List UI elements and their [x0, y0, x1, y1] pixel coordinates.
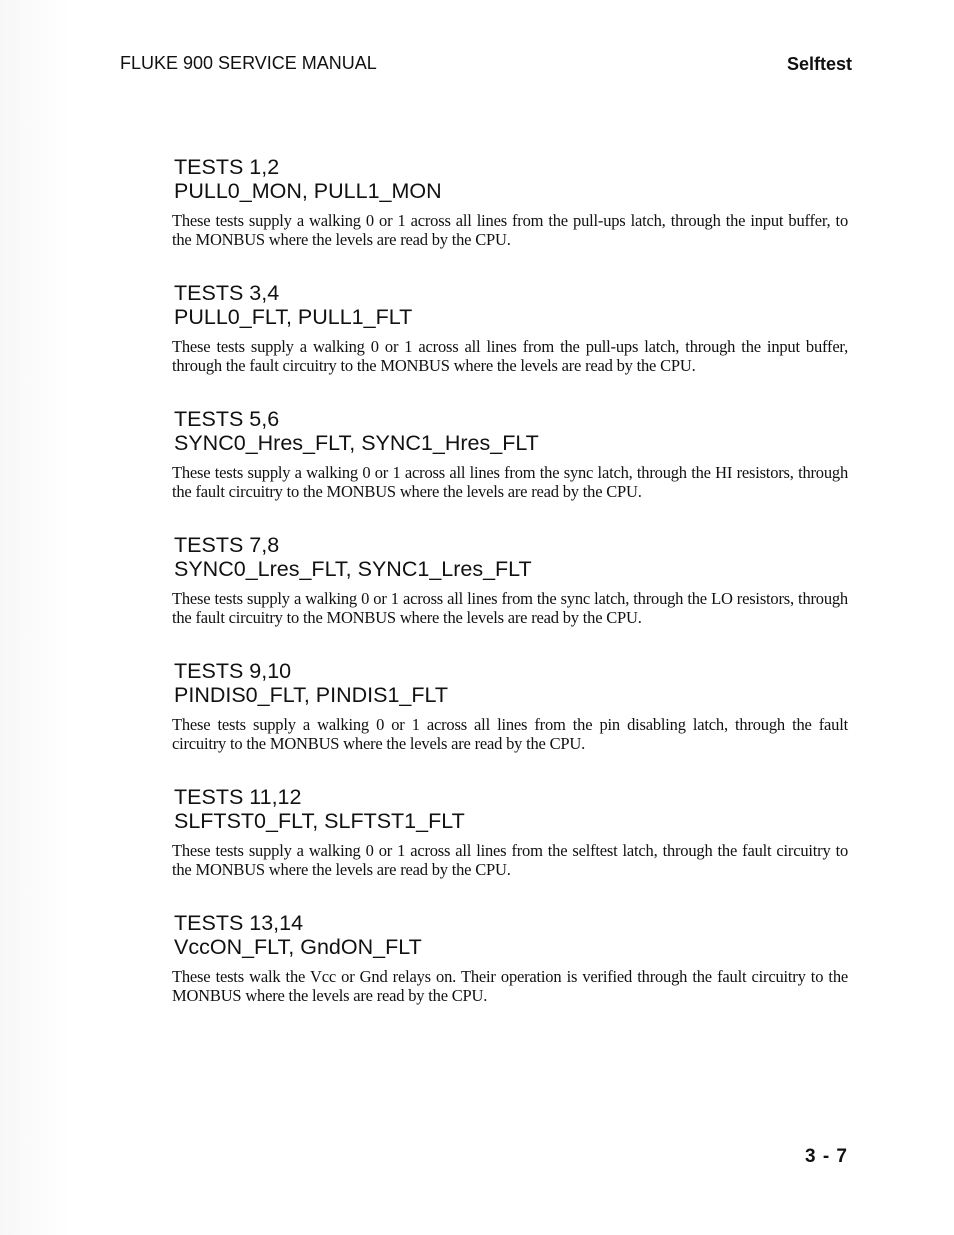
test-number: TESTS 1,2 — [174, 155, 280, 179]
test-number: TESTS 11,12 — [174, 785, 302, 809]
test-name: PINDIS0_FLT, PINDIS1_FLT — [174, 683, 449, 707]
test-description: These tests supply a walking 0 or 1 across all lines from the pull-ups latch, through the input buffer, through the fault circuitry to the MONBUS where the levels are read by the CPU. — [172, 337, 848, 375]
page-number: 3 - 7 — [804, 1146, 848, 1167]
test-name: SYNC0_Hres_FLT, SYNC1_Hres_FLT — [174, 431, 539, 455]
test-section-3-4 — [172, 281, 848, 407]
scan-edge-shadow — [0, 0, 70, 1235]
test-description: These tests supply a walking 0 or 1 across all lines from the sync latch, through the HI resistors, through the fault circuitry to the MONBUS where the levels are read by the CPU. — [172, 463, 848, 501]
test-number: TESTS 3,4 — [174, 281, 280, 305]
test-section-5-6 — [172, 407, 848, 533]
test-section-11-12 — [172, 785, 848, 911]
test-number: TESTS 5,6 — [174, 407, 280, 431]
test-section-13-14 — [172, 911, 848, 1037]
test-section-7-8 — [172, 533, 848, 659]
test-number: TESTS 7,8 — [174, 533, 280, 557]
test-number: TESTS 9,10 — [174, 659, 292, 683]
test-name: SYNC0_Lres_FLT, SYNC1_Lres_FLT — [174, 557, 532, 581]
test-name: PULL0_FLT, PULL1_FLT — [174, 305, 413, 329]
test-description: These tests supply a walking 0 or 1 across all lines from the pin disabling latch, through the fault circuitry to the MONBUS where the levels are read by the CPU. — [172, 715, 848, 753]
test-sections — [172, 155, 848, 1037]
test-name: SLFTST0_FLT, SLFTST1_FLT — [174, 809, 465, 833]
test-section-9-10 — [172, 659, 848, 785]
test-description: These tests supply a walking 0 or 1 across all lines from the pull-ups latch, through the input buffer, to the MONBUS where the levels are read by the CPU. — [172, 211, 848, 249]
test-number: TESTS 13,14 — [174, 911, 304, 935]
test-name: PULL0_MON, PULL1_MON — [174, 179, 442, 203]
manual-title: FLUKE 900 SERVICE MANUAL — [120, 53, 377, 73]
test-name: VccON_FLT, GndON_FLT — [174, 935, 422, 959]
test-section-1-2 — [172, 155, 848, 281]
test-description: These tests supply a walking 0 or 1 across all lines from the selftest latch, through the fault circuitry to the MONBUS where the levels are read by the CPU. — [172, 841, 848, 879]
test-description: These tests walk the Vcc or Gnd relays on. Their operation is verified through the fault circuitry to the MONBUS where the levels are read by the CPU. — [172, 967, 848, 1005]
test-description: These tests supply a walking 0 or 1 across all lines from the sync latch, through the LO resistors, through the fault circuitry to the MONBUS where the levels are read by the CPU. — [172, 589, 848, 627]
section-title: Selftest — [786, 54, 852, 74]
